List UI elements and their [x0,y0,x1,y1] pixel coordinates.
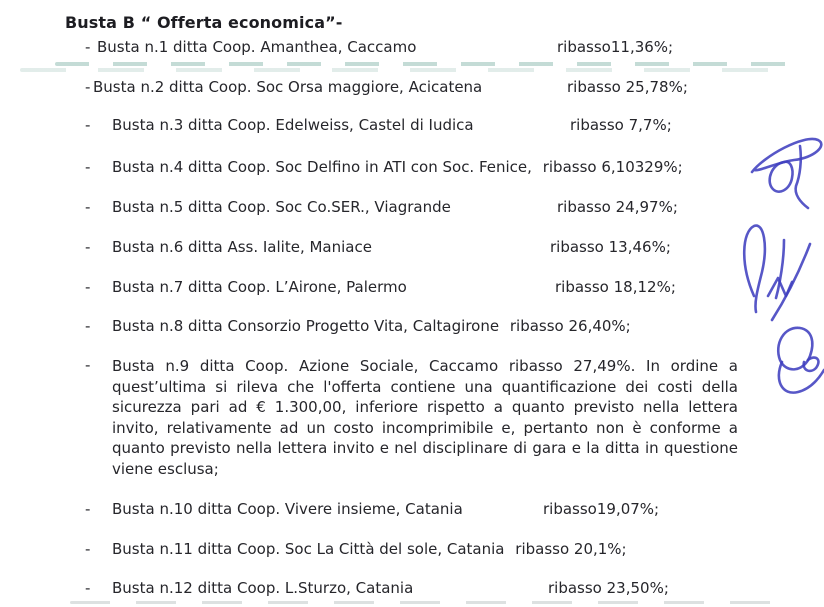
list-item [85,278,824,297]
bullet-dash: - [85,78,91,96]
item-text: Busta n.1 ditta Coop. Amanthea, Caccamo [97,38,417,56]
scan-artifact-band [55,62,797,66]
list-item [85,317,824,336]
ribasso-value: ribasso 26,40%; [509,317,631,335]
item-text: Busta n.8 ditta Consorzio Progetto Vita, Caltagirone [112,317,500,335]
item-text: Busta n.11 ditta Coop. Soc La Città del sole, Catania [112,540,505,558]
ribasso-value: ribasso11,36%; [557,38,674,56]
bullet-dash: - [85,579,91,597]
list-item [85,540,824,559]
item-text: Busta n.10 ditta Coop. Vivere insieme, Catania [112,500,463,518]
list-item [85,238,824,257]
handwritten-signature-icon [726,218,818,324]
ribasso-value: ribasso 7,7%; [570,116,672,134]
item-text: Busta n.12 ditta Coop. L.Sturzo, Catania [112,579,414,597]
bullet-dash: - [85,540,91,558]
scan-artifact-band [20,68,792,72]
ribasso-value: ribasso 24,97%; [557,198,678,216]
ribasso-value: ribasso 6,10329%; [542,158,683,176]
ribasso-value: ribasso 20,1%; [515,540,627,558]
item-text: Busta n.2 ditta Coop. Soc Orsa maggiore, Acicatena [93,78,483,96]
ribasso-value: ribasso 18,12%; [555,278,676,296]
item-text: Busta n.3 ditta Coop. Edelweiss, Castel di Iudica [112,116,474,134]
list-item [85,500,824,519]
list-item [85,38,824,57]
bullet-dash: - [85,116,91,134]
bullet-dash: - [85,38,91,56]
item-text: Busta n.7 ditta Coop. L’Airone, Palermo [112,278,407,296]
item-text: Busta n.4 ditta Coop. Soc Delfino in ATI con Soc. Fenice, [112,158,532,176]
bullet-dash: - [85,356,91,374]
bullet-dash: - [85,198,91,216]
bullet-dash: - [85,238,91,256]
list-item [85,158,824,177]
page-title: Busta B “ Offerta economica”- [65,13,343,32]
item-text: Busta n.9 ditta Coop. Azione Sociale, Caccamo ribasso 27,49%. In ordine a quest’ultima si rileva che l'offerta contiene una quantificazione dei costi della sicurezza pari ad € 1.300,00, inferiore rispetto a quanto previsto nella lettera invito, relativamente ad un costo incomprimibile e, pertanto non è conforme a quanto previsto nella lettera invito e nel disciplinare di gara e la ditta in questione viene esclusa; [112,357,738,478]
scan-artifact-line [70,601,792,604]
ribasso-value: ribasso 25,78%; [567,78,688,96]
list-item [85,198,824,217]
item-text: Busta n.6 ditta Ass. Ialite, Maniace [112,238,372,256]
item-text: Busta n.5 ditta Coop. Soc Co.SER., Viagrande [112,198,451,216]
ribasso-value: ribasso 23,50%; [548,579,669,597]
bullet-dash: - [85,317,91,335]
list-item [85,78,824,97]
list-item [85,116,824,135]
list-item [85,579,824,598]
bullet-dash: - [85,500,91,518]
bullet-dash: - [85,278,91,296]
ribasso-value: ribasso19,07%; [543,500,660,518]
bullet-dash: - [85,158,91,176]
list-item-paragraph [85,356,824,479]
ribasso-value: ribasso 13,46%; [550,238,671,256]
